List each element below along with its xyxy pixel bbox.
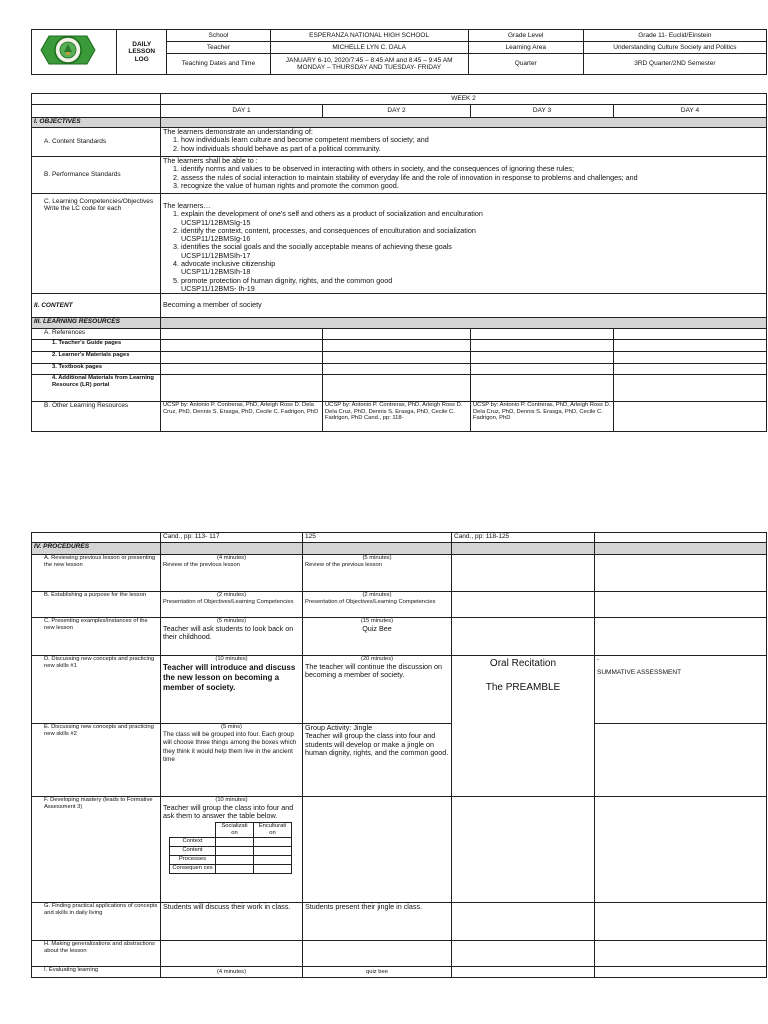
dates-line-2: MONDAY – THURSDAY AND TUESDAY- FRIDAY bbox=[297, 64, 442, 71]
content-value: Becoming a member of society bbox=[161, 294, 767, 318]
list-item: 2. how individuals should behave as part of a political community. bbox=[181, 145, 764, 153]
quarter-value: 3RD Quarter/2ND Semester bbox=[583, 54, 766, 75]
header-table bbox=[31, 29, 767, 75]
lr-portal-label: 4. Additional Materials from Learning Resource (LR) portal bbox=[32, 375, 161, 402]
competencies-intro: The learners… bbox=[163, 201, 211, 210]
proc-f-day1: (10 minutes) Teacher will group the class into four and ask them to answer the table below. Socializati on Enculturati on Context Content Processes Consequen ces bbox=[161, 797, 303, 903]
list-item: 1. how individuals learn culture and become competent members of society; and bbox=[181, 136, 764, 144]
list-item: 3. identifies the social goals and the socially acceptable means of achieving these goals UCSP11/12BMSIh-17 bbox=[181, 243, 764, 260]
proc-c-day2: (15 minutes) Quiz Bee bbox=[303, 618, 452, 656]
performance-standards bbox=[161, 157, 767, 194]
concept-table bbox=[169, 822, 292, 873]
table-row: Context bbox=[170, 837, 216, 846]
objectives-heading: I. OBJECTIVES bbox=[32, 118, 161, 128]
week-label: WEEK 2 bbox=[161, 94, 767, 105]
proc-e-day1: (5 mins) The class will be grouped into four. Each group will choose three things among the boxes which they think it would help them live in the ancient time bbox=[161, 724, 303, 797]
competencies bbox=[161, 194, 767, 294]
quarter-label: Quarter bbox=[468, 54, 583, 75]
procedures-heading: IV. PROCEDURES bbox=[32, 543, 161, 555]
procedures-table bbox=[31, 532, 767, 978]
teacher-value: MICHELLE LYN C. DALA bbox=[270, 42, 468, 54]
list-item: 2. identify the context, content, processes, and consequences of enculturation and socialization UCSP11/12BMSIg-16 bbox=[181, 227, 764, 244]
proc-g-day2: Students present their jingle in class. bbox=[303, 903, 452, 941]
list-item: 3. recognize the value of human rights and promote the common good. bbox=[181, 182, 764, 190]
proc-b-day1: (2 minutes) Presentation of Objectives/Learning Competencies bbox=[161, 592, 303, 618]
table-header: Socializati on bbox=[216, 823, 254, 837]
content-standards-intro: The learners demonstrate an understanding of: bbox=[163, 127, 313, 136]
proc-c-day1: (5 minutes) Teacher will ask students to look back on their childhood. bbox=[161, 618, 303, 656]
proc-d-day2: (20 minutes) The teacher will continue the discussion on becoming a member of society. bbox=[303, 656, 452, 724]
grade-value: Grade 11- Euclid/Einstein bbox=[583, 30, 766, 42]
area-value: Understanding Culture Society and Politics bbox=[583, 42, 766, 54]
dates-line-1: JANUARY 6-10, 2020/7:45 – 8:45 AM and 8:45 – 9:45 AM bbox=[285, 56, 453, 64]
list-item: 5. promote protection of human dignity, rights, and the common good UCSP11/12BMS- Ih-19 bbox=[181, 277, 764, 294]
table-header: Enculturati on bbox=[254, 823, 292, 837]
references-label: A. References bbox=[32, 329, 161, 340]
proc-i-day1: (4 minutes) bbox=[161, 967, 303, 978]
day-header: DAY 2 bbox=[323, 105, 471, 118]
continued-day2: 125 bbox=[303, 533, 452, 543]
day-header: DAY 4 bbox=[614, 105, 767, 118]
other-resources-day3: UCSP by: Antonio P. Contreras, PhD, Arleigh Ross D. Dela Cruz, PhD, Dennis S. Erasga, PhD, Cecile C. Fadrigon, PhD bbox=[471, 402, 614, 432]
proc-g-label: G. Finding practical applications of concepts and skills in daily living bbox=[32, 903, 161, 941]
dll-title: DAILY LESSON LOG bbox=[117, 30, 167, 75]
list-item: 1. identify norms and values to be observed in interacting with others in society, and the consequences of ignoring these rules; bbox=[181, 165, 764, 173]
proc-c-label: C. Presenting examples/instances of the new lesson bbox=[32, 618, 161, 656]
logo-cell bbox=[32, 30, 117, 75]
table-row: Processes bbox=[170, 855, 216, 864]
performance-standards-intro: The learners shall be able to : bbox=[163, 156, 258, 165]
day-header: DAY 1 bbox=[161, 105, 323, 118]
proc-d-day4: - SUMMATIVE ASSESSMENT bbox=[595, 656, 767, 724]
resources-heading: III. LEARNING RESOURCES bbox=[32, 318, 161, 329]
proc-a-label: A. Reviewing previous lesson or presenting the new lesson bbox=[32, 555, 161, 592]
proc-a-day1: (4 minutes) Review of the previous lesson bbox=[161, 555, 303, 592]
teacher-label: Teacher bbox=[167, 42, 270, 54]
proc-d-label: D. Discussing new concepts and practicing new skills #1 bbox=[32, 656, 161, 724]
list-item: 2. assess the rules of social interaction to maintain stability of everyday life and the role of innovation in response to problems and challenges; and bbox=[181, 174, 764, 182]
list-item: 4. advocate inclusive citizenship UCSP11/12BMSIh-18 bbox=[181, 260, 764, 277]
content-heading: II. CONTENT bbox=[32, 294, 161, 318]
dates-value bbox=[270, 54, 468, 75]
lm-pages-label: 2. Learner's Materials pages bbox=[32, 352, 161, 364]
table-row: Content bbox=[170, 846, 216, 855]
proc-d-day3: Oral Recitation The PREAMBLE bbox=[452, 656, 595, 797]
list-item: 1. explain the development of one's self and others as a product of socialization and enculturation UCSP11/12BMSIg-15 bbox=[181, 210, 764, 227]
day-header: DAY 3 bbox=[471, 105, 614, 118]
school-value: ESPERANZA NATIONAL HIGH SCHOOL bbox=[270, 30, 468, 42]
proc-b-label: B. Establishing a purpose for the lesson bbox=[32, 592, 161, 618]
content-standards-label: A. Content Standards bbox=[32, 128, 161, 157]
proc-a-day2: (5 minutes) Review of the previous lesson bbox=[303, 555, 452, 592]
table-row: Consequen ces bbox=[170, 864, 216, 873]
performance-standards-label: B. Performance Standards bbox=[32, 157, 161, 194]
proc-h-label: H. Making generalizations and abstractions about the lesson bbox=[32, 941, 161, 967]
competencies-label: C. Learning Competencies/Objectives Write the LC code for each bbox=[32, 194, 161, 294]
grade-label: Grade Level bbox=[468, 30, 583, 42]
continued-day3: Cand., pp: 118-125 bbox=[452, 533, 595, 543]
proc-f-label: F. Developing mastery (leads to Formative Assessment 3) bbox=[32, 797, 161, 903]
proc-e-label: E. Discussing new concepts and practicing new skills #2 bbox=[32, 724, 161, 797]
other-resources-label: B. Other Learning Resources bbox=[32, 402, 161, 432]
proc-g-day1: Students will discuss their work in class. bbox=[161, 903, 303, 941]
proc-i-day2: quiz bee bbox=[303, 967, 452, 978]
content-standards bbox=[161, 128, 767, 157]
other-resources-day1: UCSP by: Antonio P. Contreras, PhD, Arleigh Ross D. Dela Cruz, PhD, Dennis S. Erasga, PhD, Cecile C. Fadrigon, PhD bbox=[161, 402, 323, 432]
dates-label: Teaching Dates and Time bbox=[167, 54, 270, 75]
proc-e-day2: Group Activity: Jingle Teacher will group the class into four and students will develop or make a jingle on human dignity, rights, and the common good. bbox=[303, 724, 452, 797]
proc-d-day1: (10 minutes) Teacher will introduce and discuss the new lesson on becoming a member of society. bbox=[161, 656, 303, 724]
proc-i-label: I. Evaluating learning bbox=[32, 967, 161, 978]
continued-day1: Cand., pp: 113- 117 bbox=[161, 533, 303, 543]
other-resources-day2: UCSP by: Antonio P. Contreras, PhD, Arleigh Ross D. Dela Cruz, PhD, Dennis S. Erasga, PhD, Cecile C. Fadrigon, PhD Cand., pp: 118- bbox=[323, 402, 471, 432]
area-label: Learning Area bbox=[468, 42, 583, 54]
school-label: School bbox=[167, 30, 270, 42]
objectives-table bbox=[31, 93, 767, 432]
tg-pages-label: 1. Teacher's Guide pages bbox=[32, 340, 161, 352]
proc-b-day2: (2 minutes) Presentation of Objectives/Learning Competencies bbox=[303, 592, 452, 618]
textbook-pages-label: 3. Textbook pages bbox=[32, 364, 161, 375]
